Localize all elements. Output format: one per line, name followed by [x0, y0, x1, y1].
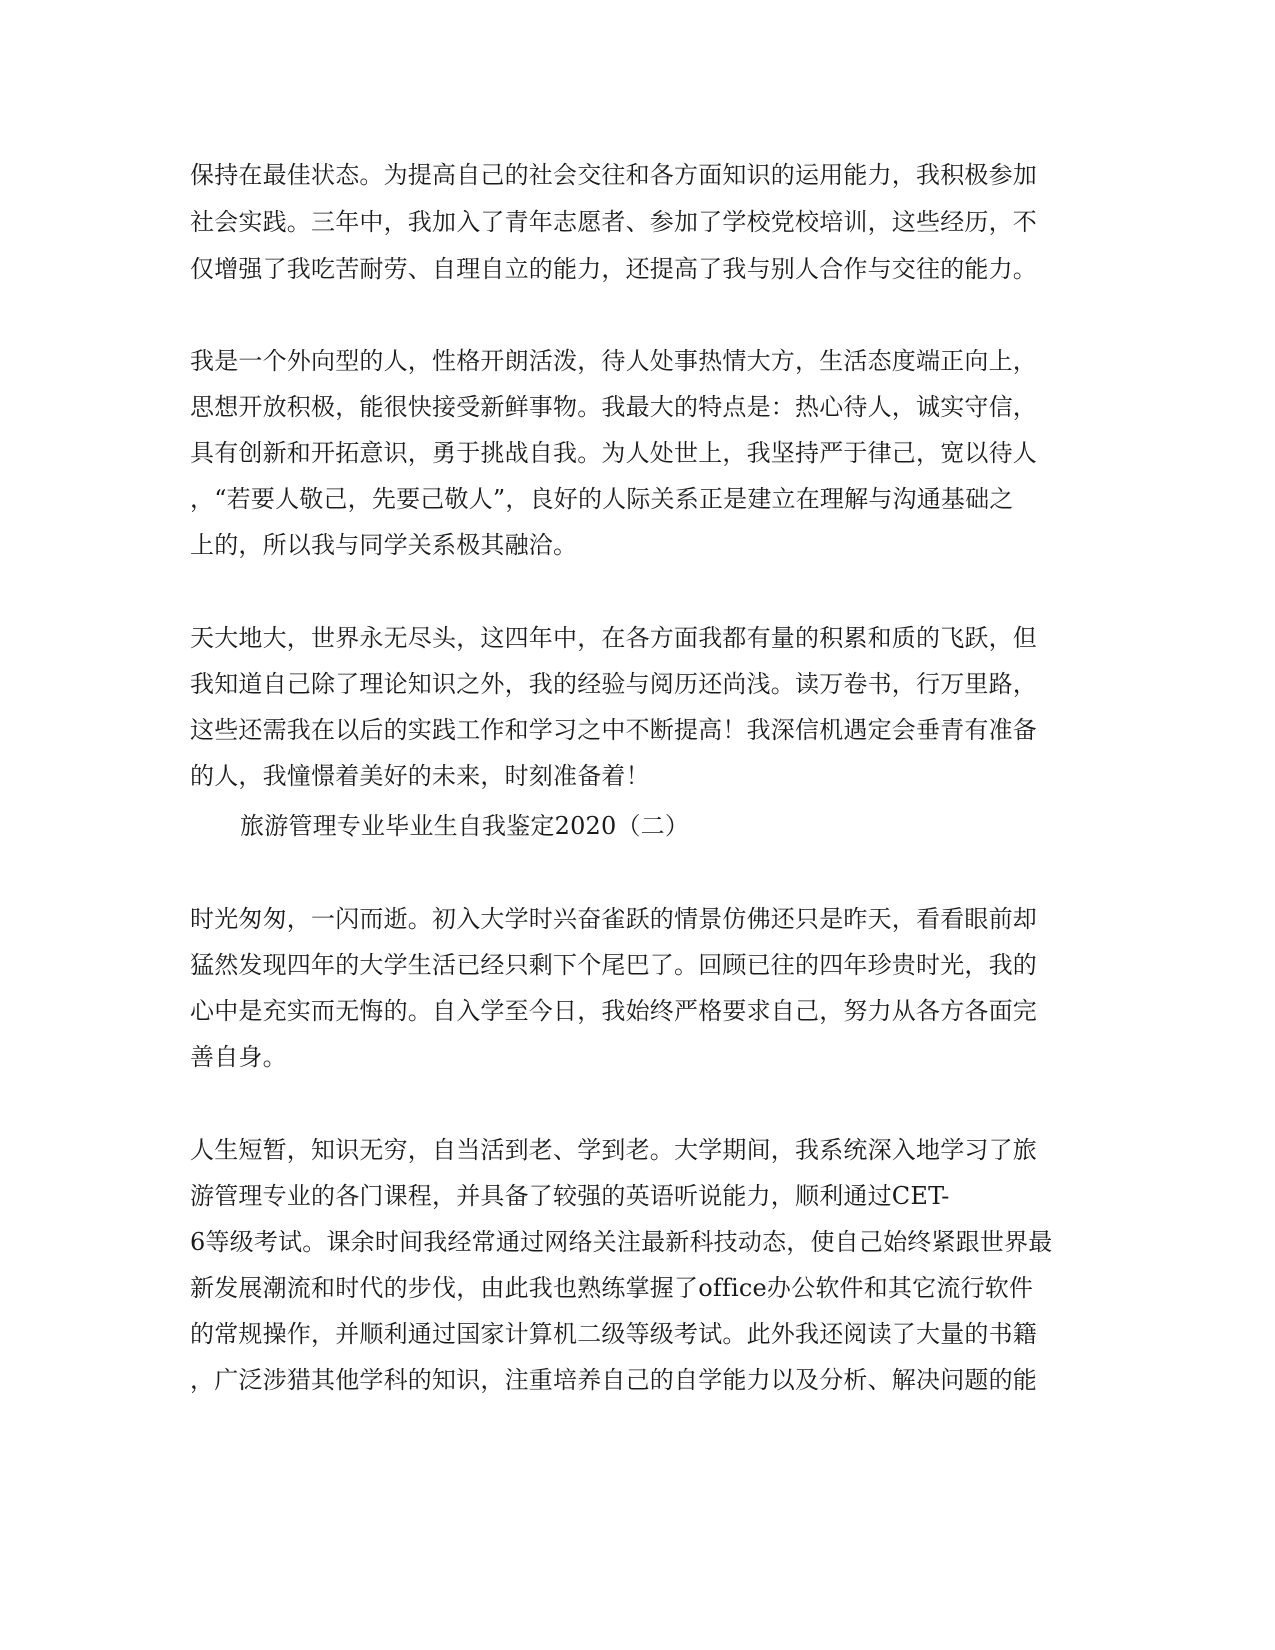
paragraph-4-line-2: 猛然发现四年的大学生活已经只剩下个尾巴了。回顾已往的四年珍贵时光，我的 [190, 951, 1037, 979]
paragraph-5-line-2: 游管理专业的各门课程，并具备了较强的英语听说能力，顺利通过CET- [190, 1182, 950, 1210]
paragraph-3-line-4: 的人，我憧憬着美好的未来，时刻准备着！ [190, 762, 650, 790]
paragraph-4-line-4: 善自身。 [190, 1043, 287, 1071]
paragraph-4-line-3: 心中是充实而无悔的。自入学至今日，我始终严格要求自己，努力从各方各面完 [190, 997, 1037, 1025]
paragraph-2-line-5: 上的，所以我与同学关系极其融洽。 [190, 531, 578, 559]
paragraph-1-line-1: 保持在最佳状态。为提高自己的社会交往和各方面知识的运用能力，我积极参加 [190, 161, 1037, 189]
paragraph-5-line-1: 人生短暂，知识无穷，自当活到老、学到老。大学期间，我系统深入地学习了旅 [190, 1136, 1037, 1164]
paragraph-3-line-1: 天大地大，世界永无尽头，这四年中，在各方面我都有量的积累和质的飞跃，但 [190, 624, 1037, 652]
paragraph-5-line-6: ，广泛涉猎其他学科的知识，注重培养自己的自学能力以及分析、解决问题的能 [190, 1366, 1037, 1394]
paragraph-2-line-1: 我是一个外向型的人，性格开朗活泼，待人处事热情大方，生活态度端正向上， [190, 347, 1037, 375]
paragraph-2-line-3: 具有创新和开拓意识，勇于挑战自我。为人处世上，我坚持严于律己，宽以待人 [190, 439, 1037, 467]
section-heading: 旅游管理专业毕业生自我鉴定2020（二） [240, 812, 690, 840]
paragraph-5-line-4: 新发展潮流和时代的步伐，由此我也熟练掌握了office办公软件和其它流行软件 [190, 1274, 1034, 1302]
paragraph-1-line-3: 仅增强了我吃苦耐劳、自理自立的能力，还提高了我与别人合作与交往的能力。 [190, 255, 1037, 283]
paragraph-2-line-2: 思想开放积极，能很快接受新鲜事物。我最大的特点是：热心待人，诚实守信， [190, 393, 1037, 421]
paragraph-5-line-5: 的常规操作，并顺利通过国家计算机二级等级考试。此外我还阅读了大量的书籍 [190, 1320, 1037, 1348]
paragraph-2-line-4: ，“若要人敬己，先要己敬人”，良好的人际关系正是建立在理解与沟通基础之 [190, 485, 1014, 513]
paragraph-3-line-2: 我知道自己除了理论知识之外，我的经验与阅历还尚浅。读万卷书，行万里路， [190, 670, 1037, 698]
paragraph-4-line-1: 时光匆匆，一闪而逝。初入大学时兴奋雀跃的情景仿佛还只是昨天，看看眼前却 [190, 905, 1037, 933]
paragraph-1-line-2: 社会实践。三年中，我加入了青年志愿者、参加了学校党校培训，这些经历，不 [190, 208, 1037, 236]
paragraph-5-line-3: 6等级考试。课余时间我经常通过网络关注最新科技动态，使自己始终紧跟世界最 [190, 1228, 1053, 1256]
paragraph-3-line-3: 这些还需我在以后的实践工作和学习之中不断提高！我深信机遇定会垂青有准备 [190, 716, 1037, 744]
